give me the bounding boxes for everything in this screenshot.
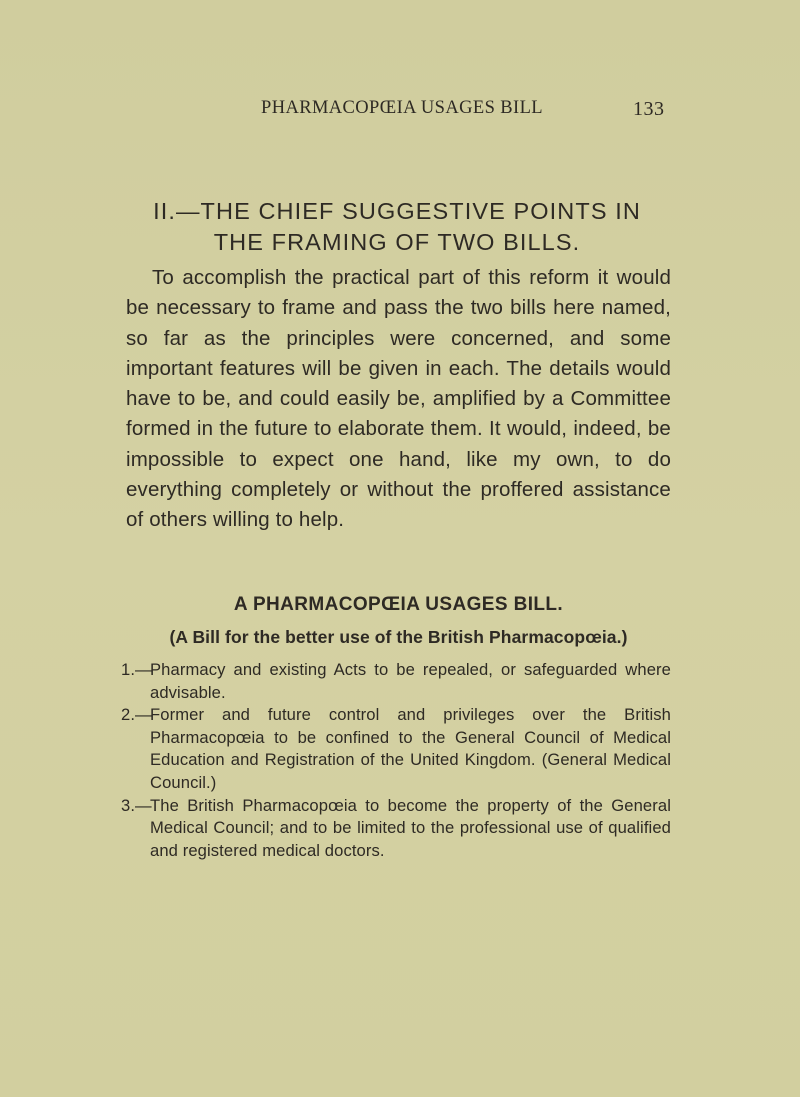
section-heading-line-2: THE FRAMING OF TWO BILLS.: [213, 229, 581, 255]
intro-paragraph: To accomplish the practical part of this reform it would be necessary to frame and pass the two bills here named, so far as the principles were concerned, and some important features will be given in each. The details would have to be, and could easily be, amplified by a Committee formed in the future to elaborate them. It would, indeed, be impossible to expect one hand, like my own, to do everything completely or without the proffered assistance of others willing to help.: [126, 266, 671, 532]
section-heading: [124, 196, 670, 258]
clause-number: 2.—: [121, 705, 152, 725]
bill-clauses-list: [121, 659, 671, 862]
clause-text: Former and future control and privileges over the British Pharmacopœia to be confined to the General Council of Medical Education and Registration of the United Kingdom. (General Medical Council.): [150, 705, 671, 792]
bill-title: A PHARMACOPŒIA USAGES BILL.: [233, 594, 564, 615]
clause-item: [121, 659, 671, 704]
section-heading-line-1: II.—THE CHIEF SUGGESTIVE POINTS IN: [153, 198, 641, 224]
clause-item: [121, 704, 671, 794]
clause-item: [121, 795, 671, 863]
clause-number: 3.—: [121, 795, 152, 815]
running-header: [0, 98, 800, 126]
clause-text: The British Pharmacopœia to become the property of the General Medical Council; and to be limited to the professional use of qualified and registered medical doctors.: [150, 795, 671, 860]
clause-text: Pharmacy and existing Acts to be repealed, or safeguarded where advisable.: [150, 660, 671, 702]
running-title: PHARMACOPŒIA USAGES BILL: [261, 98, 544, 118]
clause-number: 1.—: [121, 660, 152, 679]
bill-subtitle: (A Bill for the better use of the British Pharmacopœia.): [169, 627, 628, 647]
page-number: 133: [633, 98, 665, 120]
